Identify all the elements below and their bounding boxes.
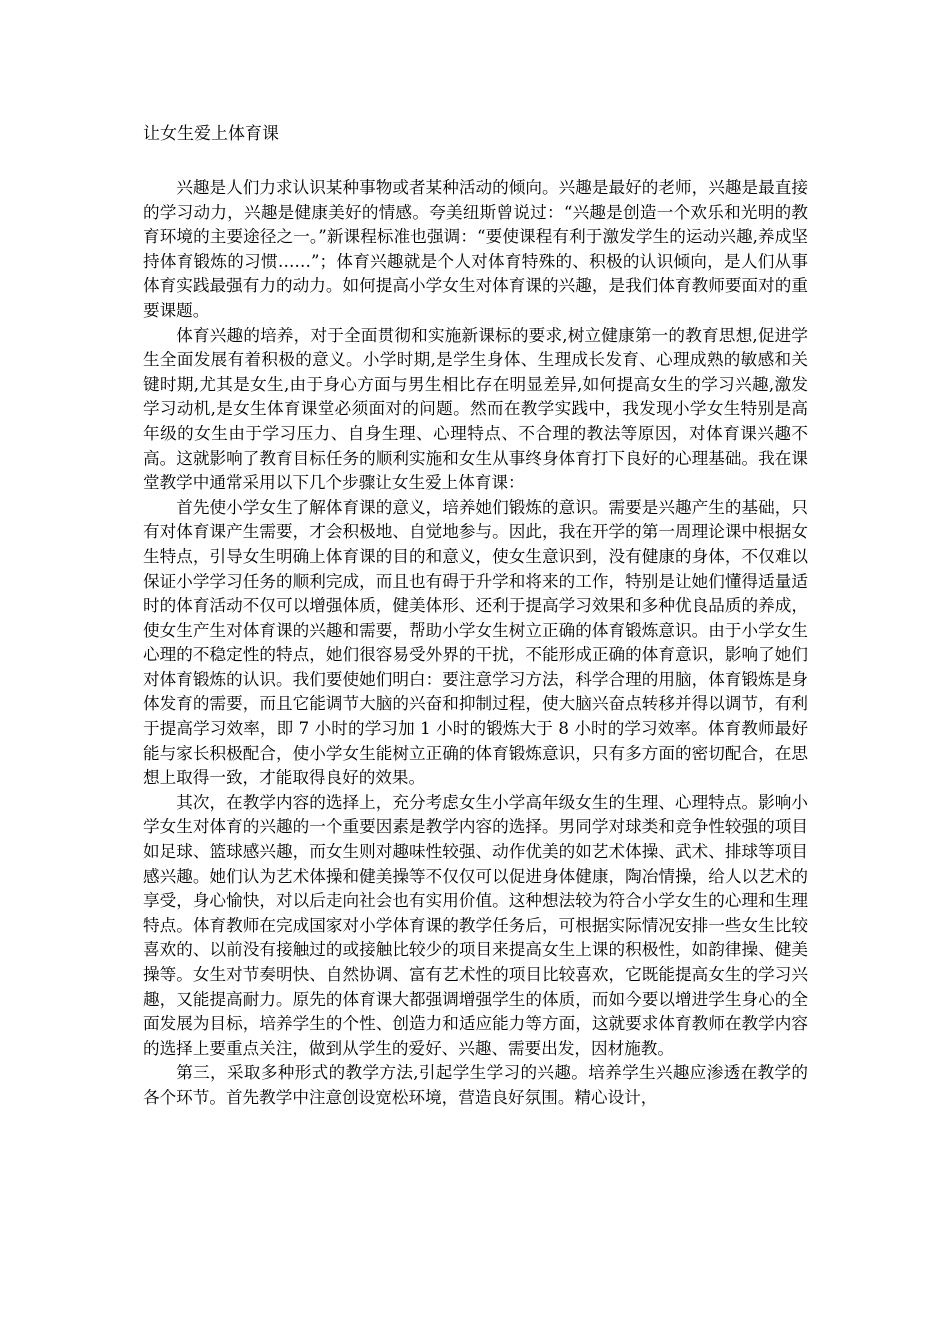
paragraph-5: 第三，采取多种形式的教学方法,引起学生学习的兴趣。培养学生兴趣应渗透在教学的各个环节。首先教学中注意创设宽松环境，营造良好氛围。精心设计， bbox=[143, 1063, 808, 1107]
paragraph-1: 兴趣是人们力求认识某种事物或者某种活动的倾向。兴趣是最好的老师，兴趣是最直接的学习动力，兴趣是健康美好的情感。夸美纽斯曾说过：“兴趣是创造一个欢乐和光明的教育环境的主要途径之一。”新课程标准也强调：“要使课程有利于激发学生的运动兴趣,养成坚持体育锻炼的习惯……”；体育兴趣就是个人对体育特殊的、积极的认识倾向，是人们从事体育实践最强有力的动力。如何提高小学女生对体育课的兴趣，是我们体育教师要面对的重要课题。 bbox=[143, 178, 808, 320]
document-body bbox=[143, 176, 808, 1111]
document-title: 让女生爱上体育课 bbox=[143, 124, 279, 144]
paragraph-3: 首先使小学女生了解体育课的意义，培养她们锻炼的意识。需要是兴趣产生的基础，只有对体育课产生需要，才会积极地、自觉地参与。因此，我在开学的第一周理论课中根据女生特点，引导女生明确上体育课的目的和意义，使女生意识到，没有健康的身体，不仅难以保证小学学习任务的顺利完成，而且也有碍于升学和将来的工作，特别是让她们懂得适量适时的体育活动不仅可以增强体质，健美体形、还利于提高学习效果和多种优良品质的养成，使女生产生对体育课的兴趣和需要，帮助小学女生树立正确的体育锻炼意识。由于小学女生心理的不稳定性的特点，她们很容易受外界的干扰，不能形成正确的体育意识，影响了她们对体育锻炼的认识。我们要使她们明白：要注意学习方法，科学合理的用脑，体育锻炼是身体发育的需要，而且它能调节大脑的兴奋和抑制过程，使大脑兴奋点转移并得以调节，有利于提高学习效率，即 7 小时的学习加 1 小时的锻炼大于 8 小时的学习效率。体育教师最好能与家长积极配合，使小学女生能树立正确的体育锻炼意识，只有多方面的密切配合，在思想上取得一致，才能取得良好的效果。 bbox=[143, 497, 808, 788]
paragraph-2: 体育兴趣的培养，对于全面贯彻和实施新课标的要求,树立健康第一的教育思想,促进学生全面发展有着积极的意义。小学时期,是学生身体、生理成长发育、心理成熟的敏感和关键时期,尤其是女生,由于身心方面与男生相比存在明显差异,如何提高女生的学习兴趣,激发学习动机,是女生体育课堂必须面对的问题。然而在教学实践中，我发现小学女生特别是高年级的女生由于学习压力、自身生理、心理特点、不合理的教法等原因，对体育课兴趣不高。这就影响了教育目标任务的顺利实施和女生从事终身体育打下良好的心理基础。我在课堂教学中通常采用以下几个步骤让女生爱上体育课： bbox=[143, 325, 808, 493]
paragraph-4: 其次，在教学内容的选择上，充分考虑女生小学高年级女生的生理、心理特点。影响小学女生对体育的兴趣的一个重要因素是教学内容的选择。男同学对球类和竞争性较强的项目如足球、篮球感兴趣，而女生则对趣味性较强、动作优美的如艺术体操、武术、排球等项目感兴趣。她们认为艺术体操和健美操等不仅仅可以促进身体健康，陶冶情操，给人以艺术的享受，身心愉快，对以后走向社会也有实用价值。这种想法较为符合小学女生的心理和生理特点。体育教师在完成国家对小学体育课的教学任务后，可根据实际情况安排一些女生比较喜欢的、以前没有接触过的或接触比较少的项目来提高女生上课的积极性，如韵律操、健美操等。女生对节奏明快、自然协调、富有艺术性的项目比较喜欢，它既能提高女生的学习兴趣，又能提高耐力。原先的体育课大都强调增强学生的体质，而如今要以增进学生身心的全面发展为目标，培养学生的个性、创造力和适应能力等方面，这就要求体育教师在教学内容的选择上要重点关注，做到从学生的爱好、兴趣、需要出发，因材施教。 bbox=[143, 792, 808, 1058]
document-page bbox=[143, 122, 808, 1111]
